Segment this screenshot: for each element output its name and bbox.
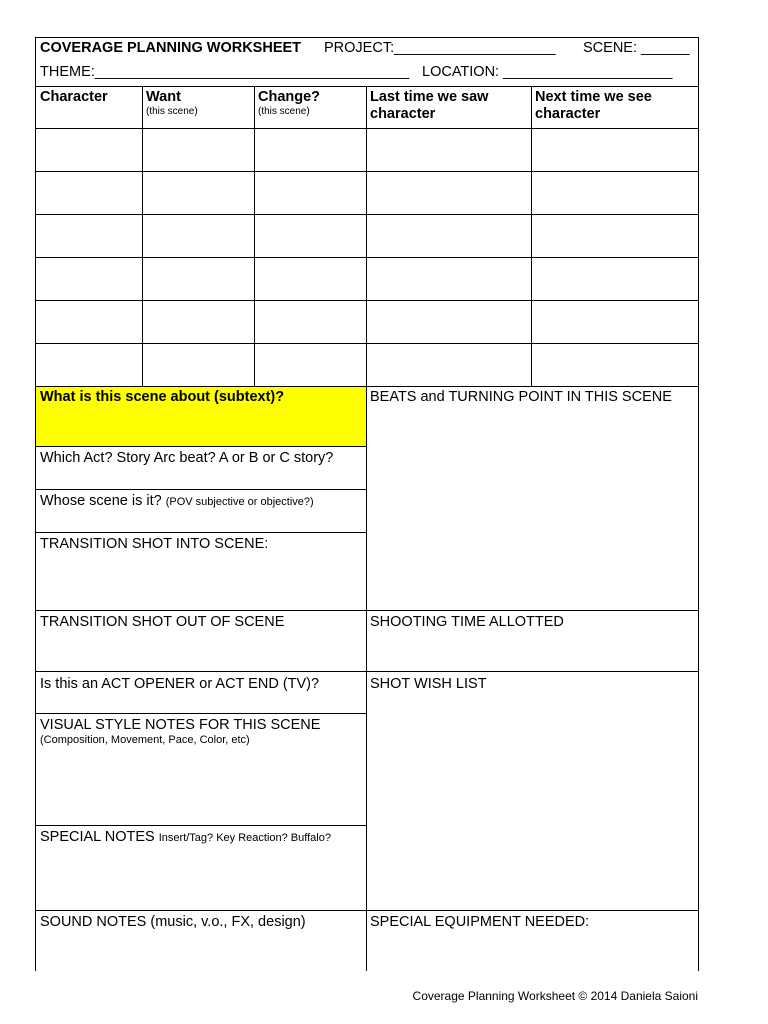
left-line-4 (36, 610, 367, 611)
want-sub: (this scene) (146, 106, 198, 117)
lower-center-divider (366, 386, 367, 971)
sound-notes-prompt: SOUND NOTES (music, v.o., FX, design) (40, 914, 306, 930)
special-equipment-prompt: SPECIAL EQUIPMENT NEEDED: (370, 914, 590, 930)
col-line-2 (254, 86, 255, 386)
row-line-3 (36, 257, 699, 258)
transition-in-prompt: TRANSITION SHOT INTO SCENE: (40, 536, 269, 552)
change-sub: (this scene) (258, 106, 310, 117)
act-opener-prompt: Is this an ACT OPENER or ACT END (TV)? (40, 676, 320, 692)
row-line-1 (36, 171, 699, 172)
worksheet-title: COVERAGE PLANNING WORKSHEET (40, 40, 302, 56)
scene-field[interactable]: SCENE: ______ (583, 40, 690, 56)
beats-prompt: BEATS and TURNING POINT IN THIS SCENE (370, 389, 672, 405)
visual-style-note: (Composition, Movement, Pace, Color, etc) (40, 734, 250, 746)
subtext-prompt: What is this scene about (subtext)? (40, 389, 285, 405)
left-line-1 (36, 446, 367, 447)
table-header-divider (36, 128, 699, 129)
row-line-2 (36, 214, 699, 215)
col-line-1 (142, 86, 143, 386)
footer-copyright: Coverage Planning Worksheet © 2014 Daniela Saioni (412, 989, 698, 1003)
left-line-8 (36, 910, 367, 911)
col-header-want (146, 89, 198, 118)
col-line-3 (366, 86, 367, 386)
row-line-4 (36, 300, 699, 301)
row-line-5 (36, 343, 699, 344)
header-divider (36, 86, 699, 87)
left-line-7 (36, 825, 367, 826)
shot-wish-prompt: SHOT WISH LIST (370, 676, 487, 692)
location-field[interactable]: LOCATION: _____________________ (422, 64, 673, 80)
col-header-next-see (535, 89, 652, 123)
col-header-last-seen (370, 89, 488, 123)
left-border (35, 37, 36, 971)
right-border (698, 37, 699, 971)
shooting-time-prompt: SHOOTING TIME ALLOTTED (370, 614, 564, 630)
theme-field[interactable]: THEME:_______________________________________ (40, 64, 410, 80)
visual-style-label: VISUAL STYLE NOTES FOR THIS SCENE (40, 717, 321, 733)
visual-style-prompt (40, 717, 320, 747)
last-seen-line-1: Last time we saw (370, 89, 489, 105)
whose-scene-note: (POV subjective or objective?) (165, 496, 314, 508)
next-see-line-1: Next time we see (535, 89, 652, 105)
special-notes-label: SPECIAL NOTES (40, 829, 155, 845)
left-line-5 (36, 671, 367, 672)
table-bottom (36, 386, 699, 387)
right-line-2 (367, 671, 699, 672)
project-field[interactable]: PROJECT:____________________ (324, 40, 556, 56)
col-header-character: Character (40, 89, 108, 105)
transition-out-prompt: TRANSITION SHOT OUT OF SCENE (40, 614, 285, 630)
whose-scene-label: Whose scene is it? (40, 493, 162, 509)
right-line-3 (367, 910, 699, 911)
top-border (36, 37, 699, 38)
left-line-6 (36, 713, 367, 714)
want-label: Want (146, 89, 181, 105)
special-notes-prompt (40, 829, 331, 846)
change-label: Change? (258, 89, 321, 105)
left-line-2 (36, 489, 367, 490)
col-header-change (258, 89, 320, 118)
next-see-line-2: character (535, 106, 601, 122)
last-seen-line-2: character (370, 106, 436, 122)
right-line-1 (367, 610, 699, 611)
which-act-prompt: Which Act? Story Arc beat? A or B or C story? (40, 450, 334, 466)
special-notes-note: Insert/Tag? Key Reaction? Buffalo? (158, 832, 331, 844)
left-line-3 (36, 532, 367, 533)
whose-scene-prompt (40, 493, 314, 510)
col-line-4 (531, 86, 532, 386)
